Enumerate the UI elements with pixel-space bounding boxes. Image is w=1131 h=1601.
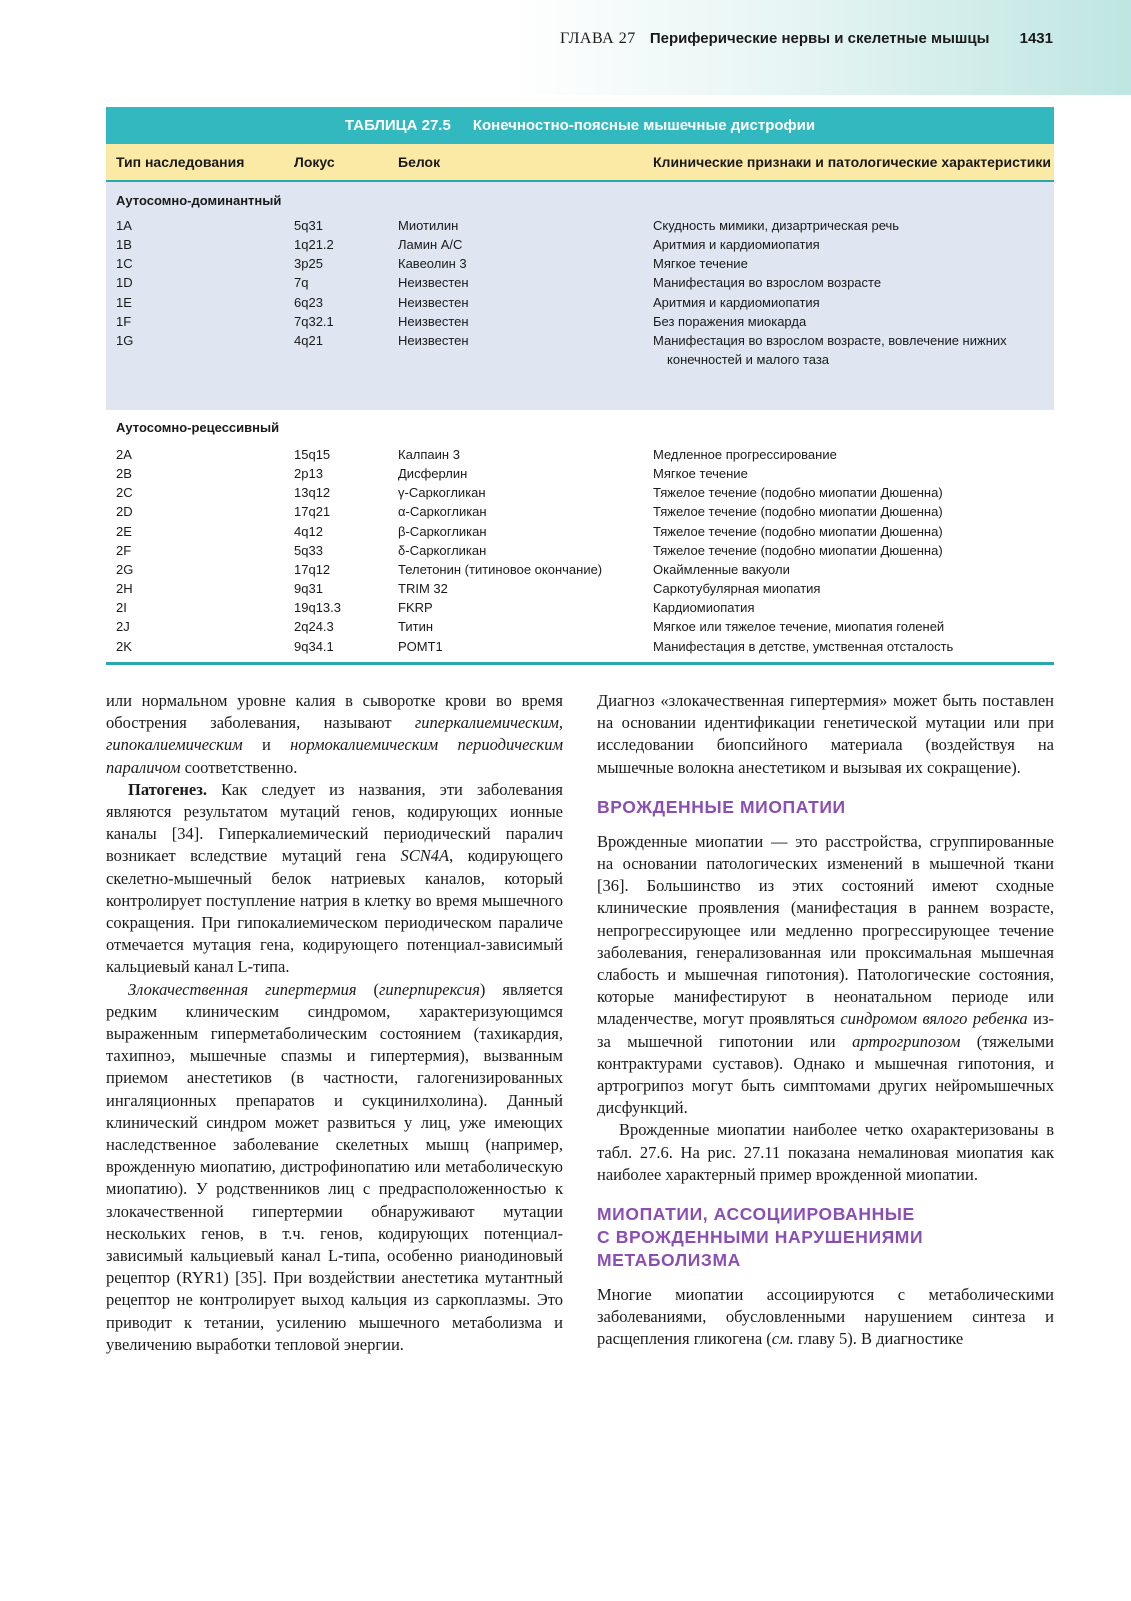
italic-term: гиперпирексия xyxy=(378,979,480,999)
paragraph xyxy=(106,690,563,779)
table-row xyxy=(106,254,1054,273)
cell-features: Мягкое или тяжелое течение, миопатия голеней xyxy=(653,619,945,635)
cell-protein: Неизвестен xyxy=(398,294,469,310)
cell-locus: 4q21 xyxy=(294,332,323,348)
table-row xyxy=(106,522,1054,541)
cell-type: 1D xyxy=(116,275,133,291)
cell-locus: 1q21.2 xyxy=(294,237,334,253)
italic-term: гиперкалиемическим, гипокалиемическим xyxy=(106,713,563,755)
text-run: соответственно. xyxy=(180,757,298,777)
cell-type: 2I xyxy=(116,600,127,616)
cell-protein: Калпаин 3 xyxy=(398,447,460,462)
table-group-autosomal-dominant xyxy=(106,182,1054,410)
cell-type: 1E xyxy=(116,294,132,310)
cell-protein: Ламин A/C xyxy=(398,237,463,253)
cell-type: 2B xyxy=(116,466,132,482)
cell-locus: 15q15 xyxy=(294,447,331,462)
column-header-locus: Локус xyxy=(294,154,335,170)
cell-locus: 4q12 xyxy=(294,523,323,539)
table-header-row xyxy=(106,144,1054,182)
cell-type: 2K xyxy=(116,638,132,654)
cell-locus: 3p25 xyxy=(294,256,323,272)
cell-locus: 7q xyxy=(294,275,309,291)
cell-type: 1F xyxy=(116,313,132,329)
cell-locus: 6q23 xyxy=(294,294,323,310)
paragraph xyxy=(597,831,1054,1120)
italic-term: нормокалиемическим периодическим параличом xyxy=(106,735,563,777)
table-row xyxy=(106,598,1054,617)
table-row xyxy=(106,293,1054,312)
paragraph: Диагноз «злокачественная гипертермия» может быть поставлен на основании идентификации генетической мутации или при исследовании биопсийного материала (воздействуя на мышечные волокна анестетиком и вызывая их сокращение). xyxy=(597,691,1054,777)
cell-protein: Неизвестен xyxy=(398,275,469,291)
text-run: или нормальном уровне калия в сыворотке крови во время обострения заболевания, называют xyxy=(106,691,563,733)
table-label: ТАБЛИЦА 27.5 xyxy=(344,117,451,134)
table-row xyxy=(106,617,1054,636)
table-row xyxy=(106,464,1054,483)
cell-type: 2G xyxy=(116,561,134,577)
cell-protein: Кавеолин 3 xyxy=(398,256,467,272)
cell-features: Тяжелое течение (подобно миопатии Дюшенна) xyxy=(653,523,943,539)
text-run: (тяжелыми контрактурами суставов). Однако и мышечная гипотония, и артрогрипоз могут быть симптомами других нейромышечных дисфункций. xyxy=(597,1031,1054,1118)
table-27-5 xyxy=(106,107,1054,665)
cell-type: 1B xyxy=(116,237,132,253)
heading-line: МЕТАБОЛИЗМА xyxy=(597,1250,741,1271)
cell-protein: Телетонин (титиновое окончание) xyxy=(398,561,603,577)
cell-protein: Титин xyxy=(398,619,434,635)
cell-locus: 2q24.3 xyxy=(294,619,334,635)
table-group-autosomal-recessive xyxy=(106,410,1054,662)
cell-type: 2F xyxy=(116,542,132,558)
chapter-label: ГЛАВА 27 xyxy=(560,30,636,47)
paragraph: Врожденные миопатии наиболее четко охарактеризованы в табл. 27.6. На рис. 27.11 показана немалиновая миопатия как наиболее характерный пример врожденной миопатии. xyxy=(597,1120,1054,1184)
running-header xyxy=(560,30,1053,48)
cell-protein: Неизвестен xyxy=(398,332,469,348)
cell-protein: β-Саркогликан xyxy=(398,523,487,539)
text-run: ) является редким клиническим синдромом, характеризующимся выраженным гиперметаболическим состоянием (тахикардия, тахипноэ, мышечные спазмы и гипертермия), вызванным приемом анестетиков (в частности, галогенизированных ингаляционных препаратов и сукцинилхолина). Данный клинический синдром может развиться у лиц, уже имеющих наследственное заболевание скелетных мышц (например, врожденную миопатию, дистрофинопатию или метаболическую миопатию). У родственников лиц с предрасположенностью к злокачественной гипертермии обнаруживают мутации нескольких генов, в т.ч. генов, кодирующих потенциал-зависимый кальциевый канал L-типа, особенно рианодиновый рецептор (RYR1) [35]. При воздействии анестетика мутантный рецептор не контролирует выход кальция из саркоплазмы. Это приводит к тетании, усилению мышечного метаболизма и увеличению выработки тепловой энергии. xyxy=(106,979,563,1354)
cell-features: Мягкое течение xyxy=(653,466,748,482)
cell-features: Аритмия и кардиомиопатия xyxy=(653,294,820,310)
text-run: , кодирующего скелетно-мышечный белок натриевых каналов, который контролирует поступление натрия в клетку во время мышечного сокращения. При гипокалиемическом периодическом параличе отмечается мутация гена, кодирующего потенциал-зависимый кальциевый канал L-типа. xyxy=(106,846,563,977)
cell-features: Мягкое течение xyxy=(653,256,748,272)
cell-type: 2H xyxy=(116,581,133,597)
cell-locus: 13q12 xyxy=(294,485,331,501)
group-title: Аутосомно-рецессивный xyxy=(116,420,280,435)
cell-features: Тяжелое течение (подобно миопатии Дюшенна) xyxy=(653,504,943,520)
cell-type: 2D xyxy=(116,504,133,520)
table-row xyxy=(106,483,1054,502)
table-row xyxy=(106,445,1054,464)
cell-features: Скудность мимики, дизартрическая речь xyxy=(653,218,900,233)
cell-type: 2C xyxy=(116,485,133,501)
cell-type: 2J xyxy=(116,619,130,635)
table-row xyxy=(106,312,1054,331)
text-run: Врожденные миопатии — это расстройства, сгруппированные на основании патологических изменений в мышечной ткани [36]. Большинство из этих состояний имеют сходные клинические проявления (манифестация в раннем возрасте, непрогрессирующее или медленно прогрессирующее течение заболевания, генерализованная или проксимальная мышечная слабость и мышечная гипотония). Патологические состояния, которые манифестируют в неонатальном периоде или младенчестве, могут проявляться xyxy=(597,831,1054,1029)
left-text-column xyxy=(106,690,563,1356)
italic-term: артрогрипозом xyxy=(852,1031,961,1051)
text-run: и xyxy=(242,735,291,755)
table-row xyxy=(106,579,1054,598)
cell-features: Манифестация во взрослом возрасте xyxy=(653,275,882,291)
cell-locus: 7q32.1 xyxy=(294,313,334,329)
cell-protein: γ-Саркогликан xyxy=(398,485,486,501)
cell-features: Манифестация во взрослом возрасте, вовлечение нижних xyxy=(653,332,1007,348)
paragraph xyxy=(597,1284,1054,1351)
section-heading-metabolic-myopathies xyxy=(597,1203,1054,1272)
cell-type: 1A xyxy=(116,218,132,233)
cell-type: 2A xyxy=(116,447,132,462)
cell-locus: 9q34.1 xyxy=(294,638,334,654)
text-run: ( xyxy=(356,979,379,999)
column-header-inheritance: Тип наследования xyxy=(116,154,245,170)
cell-locus: 5q33 xyxy=(294,542,323,558)
table-row xyxy=(106,502,1054,521)
cell-locus: 9q31 xyxy=(294,581,323,597)
cell-features: Без поражения миокарда xyxy=(653,313,807,329)
table-row xyxy=(106,541,1054,560)
italic-term: синдромом вялого ребенка xyxy=(840,1009,1028,1029)
gene-name: SCN4A xyxy=(400,846,450,866)
text-run: из-за мышечной гипотонии или xyxy=(597,1009,1054,1051)
heading-line: МИОПАТИИ, АССОЦИИРОВАННЫЕ xyxy=(597,1204,915,1225)
table-row xyxy=(106,273,1054,292)
cell-locus: 5q31 xyxy=(294,218,323,233)
cell-type: 1C xyxy=(116,256,133,272)
cell-protein: Неизвестен xyxy=(398,313,469,329)
italic-term: Злокачественная гипертермия xyxy=(128,979,357,999)
cell-features: Медленное прогрессирование xyxy=(653,447,837,462)
run-in-heading: Патогенез. xyxy=(128,779,207,799)
cell-features: Тяжелое течение (подобно миопатии Дюшенна) xyxy=(653,542,943,558)
cell-type: 1G xyxy=(116,332,134,348)
heading-line: С ВРОЖДЕННЫМИ НАРУШЕНИЯМИ xyxy=(597,1227,924,1248)
table-bottom-rule xyxy=(106,662,1054,665)
cell-features: Окаймленные вакуоли xyxy=(653,561,790,577)
cell-protein: POMT1 xyxy=(398,638,443,654)
cell-locus: 19q13.3 xyxy=(294,600,341,616)
section-title: Периферические нервы и скелетные мышцы xyxy=(649,30,990,47)
table-row xyxy=(106,235,1054,254)
cell-protein: Дисферлин xyxy=(398,466,468,482)
group-title: Аутосомно-доминантный xyxy=(116,193,282,208)
column-header-protein: Белок xyxy=(398,154,441,170)
cell-features: Тяжелое течение (подобно миопатии Дюшенна) xyxy=(653,485,943,501)
cell-locus: 17q12 xyxy=(294,561,331,577)
cell-features: Манифестация в детстве, умственная отсталость xyxy=(653,638,954,654)
table-row xyxy=(106,331,1054,367)
text-run: главу 5). В диагностике xyxy=(793,1329,964,1349)
section-heading-congenital-myopathies: ВРОЖДЕННЫЕ МИОПАТИИ xyxy=(597,796,846,817)
cell-protein: TRIM 32 xyxy=(398,581,448,597)
cell-features: Кардиомиопатия xyxy=(653,600,755,616)
cell-protein: δ-Саркогликан xyxy=(398,542,487,558)
cell-features: Аритмия и кардиомиопатия xyxy=(653,237,820,253)
text-run: Многие миопатии ассоциируются с метаболическими заболеваниями, обусловленными нарушением синтеза и расщепления гликогена ( xyxy=(597,1285,1054,1349)
table-title-bar xyxy=(106,107,1054,144)
table-title: Конечностно-поясные мышечные дистрофии xyxy=(472,117,816,134)
cell-features: Саркотубулярная миопатия xyxy=(653,581,821,597)
italic-abbrev: см. xyxy=(771,1329,794,1349)
cell-locus: 2p13 xyxy=(294,466,323,482)
column-header-features: Клинические признаки и патологические характеристики xyxy=(653,154,1051,170)
paragraph-pathogenesis xyxy=(106,779,563,979)
text-run: Как следует из названия, эти заболевания являются результатом мутаций генов, кодирующих ионные каналы [34]. Гиперкалиемический периодический паралич возникает вследствие мутаций гена xyxy=(106,779,563,866)
table-row xyxy=(106,560,1054,579)
paragraph-malignant-hyperthermia xyxy=(106,979,563,1356)
page-number: 1431 xyxy=(1019,30,1053,47)
table-row xyxy=(106,216,1054,235)
cell-type: 2E xyxy=(116,523,132,539)
table-row xyxy=(106,637,1054,656)
cell-protein: α-Саркогликан xyxy=(398,504,487,520)
right-text-column xyxy=(597,690,1054,1351)
cell-protein: FKRP xyxy=(398,600,433,616)
cell-features-continuation: конечностей и малого таза xyxy=(667,351,830,367)
cell-locus: 17q21 xyxy=(294,504,331,520)
cell-protein: Миотилин xyxy=(398,218,459,233)
